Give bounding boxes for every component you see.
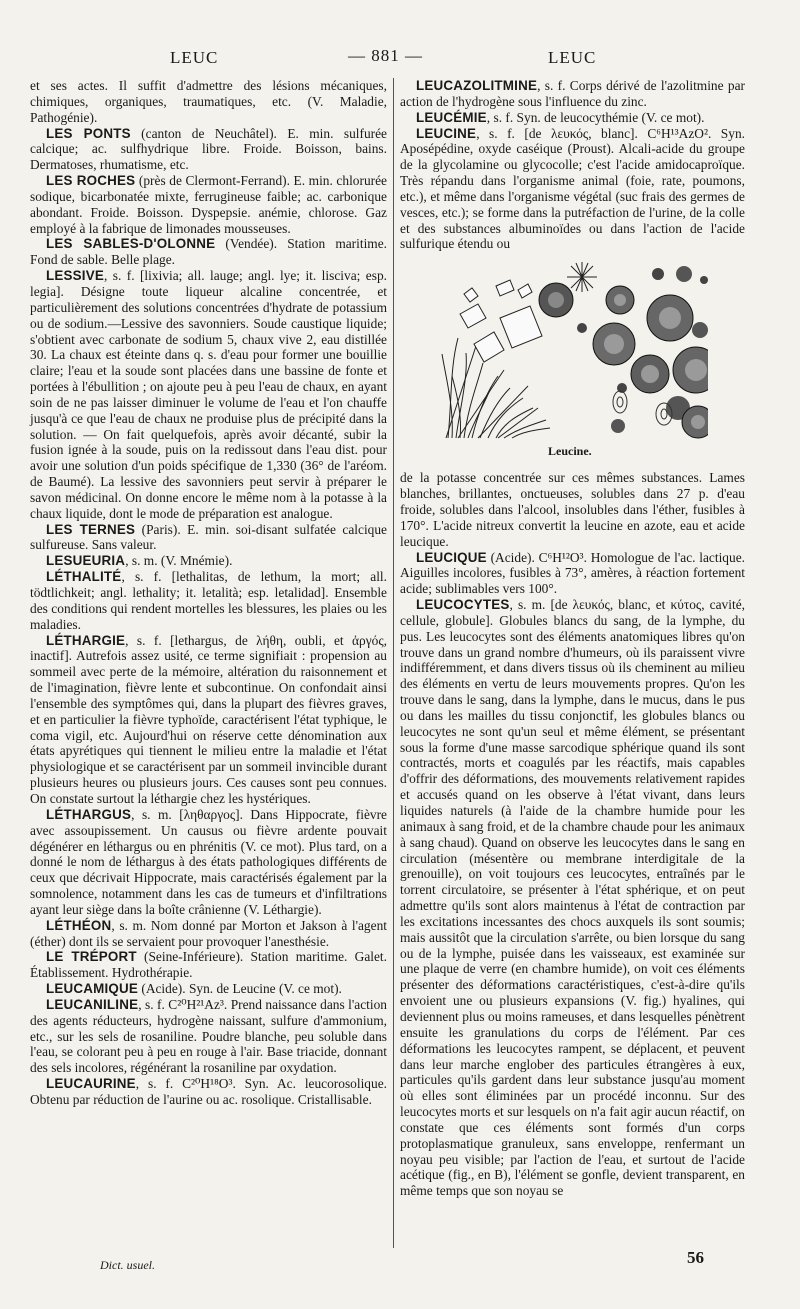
entry-headword: LESUEURIA: [46, 553, 126, 569]
entry-headword: LEUCAMIQUE: [46, 981, 139, 997]
dictionary-entry: [400, 78, 745, 110]
header-right: LEUC: [548, 48, 597, 67]
dictionary-entry: [30, 126, 387, 174]
entry-headword: LEUCÉMIE: [416, 109, 487, 125]
dictionary-entry: [30, 1076, 387, 1108]
footer-signature: Dict. usuel.: [100, 1258, 155, 1272]
dictionary-entry: [30, 949, 387, 981]
right-column: [400, 78, 745, 1199]
entry-headword: LEUCINE: [416, 125, 477, 141]
dictionary-entry: [30, 236, 387, 268]
dictionary-entry: [400, 110, 745, 126]
entry-headword: LES SABLES-D'OLONNE: [46, 236, 216, 252]
entry-definition: (Paris). E. min. soi-disant sulfatée calcique sulfureuse. Sans valeur.: [30, 521, 387, 553]
entry-definition: , s. f. [lethargus, de λήθη, oubli, et ἀργός, inactif]. Autrefois assez usité, ce terme signifiait : propension au sommeil avec perte de la mémoire, altération du raisonnement et de l'imagination, fièvre lente et subcontinue. On confondait ainsi l'ensemble des symptômes qui, dans la plupart des fièvres graves, et en particulier la fièvre typhoïde, caractérisent l'état typhique, le coma vigil, etc. Aujourd'hui on réserve cette dénomination aux états apyrétiques qui tiennent le milieu entre la maladie et l'état physiologique et se caractérisent par un sommeil invincible durant plusieurs heures ou plusieurs jours. Ces causes sont peu connues. On constate surtout la léthargie chez les hystériques.: [30, 632, 387, 806]
dictionary-entry: [30, 268, 387, 522]
footer-sheet-number: 56: [687, 1248, 704, 1267]
entry-definition: , s. f. C²⁰H¹⁸O³. Syn. Ac. leucorosolique. Obtenu par réduction de l'aurine ou ac. rosolique. Cristallisable.: [30, 1076, 387, 1107]
entry-headword: LEUCANILINE: [46, 996, 139, 1012]
entry-definition: (près de Clermont-Ferrand). E. min. chlorurée sodique, bicarbonatée mixte, ferrugineuse faible; ac. carbonique abondant. Froide. Boisson. Dyspepsie. anémie, chlorose. Gaz employé à la fabrique de limonades mousseuses.: [30, 173, 387, 236]
dictionary-entry: [30, 633, 387, 807]
page-number-header: — 881 —: [348, 46, 423, 65]
right-column-bottom: [400, 470, 745, 1199]
left-column: [30, 78, 387, 1108]
dictionary-entry: [30, 569, 387, 632]
star-crystal: [567, 262, 597, 292]
dictionary-entry: [30, 78, 387, 126]
entry-headword: LEUCIQUE: [416, 549, 487, 565]
entry-definition: (Vendée). Station maritime. Fond de sable. Belle plage.: [30, 236, 388, 268]
dictionary-entry: [30, 173, 387, 236]
entry-definition: , s. f. [lixivia; all. lauge; angl. lye; it. lisciva; esp. legia]. Désigne toute liqueur alcaline concentrée, et particulièrement des solutions concentrées d'hydrate de potassium ou de sodium.—Lessive des savonniers. Soude caustique liquide; s'obtient avec carbonate de sodium 5, chaux vive 2, eau distillée 30. La chaux est éteinte dans q. s. d'eau pour former une bouillie claire; l'eau et la soude sont placées dans une bassine de fonte et portées à l'ébullition ; on ajoute peu à peu l'eau de chaux, en ayant soin de ne pas laisser diminuer le volume de l'eau et l'on chauffe jusqu'à ce que l'eau de chaux ne produise plus de précipité dans la solution. — On fait quelquefois, après avoir décanté, subir la fusion ignée à la soude, puis on la redissout dans l'eau dist. pour avoir une solution d'un poids spécifique de 1,330 (36° de l'aréom. de Baumé). La lessive des savonniers peut servir à préparer le savon médicinal. On donne encore le même nom à la potasse à la chaux liquide, dont le mode de préparation est analogue.: [30, 268, 387, 521]
entry-headword: LÉTHÉON: [46, 917, 112, 933]
entry-definition: , s. m. Nom donné par Morton et Jakson à l'agent (éther) dont ils se servaient pour provoquer l'anesthésie.: [30, 917, 387, 949]
entry-definition: (Seine-Inférieure). Station maritime. Galet. Établissement. Hydrothérapie.: [30, 949, 388, 981]
running-head: [0, 40, 800, 70]
dictionary-entry: [30, 997, 387, 1076]
dictionary-entry: [400, 597, 745, 1199]
entry-headword: LES TERNES: [46, 521, 136, 537]
dictionary-entry: [400, 470, 745, 549]
right-column-top: [400, 78, 745, 252]
entry-headword: LÉTHARGIE: [46, 632, 126, 648]
column-divider: [393, 78, 394, 1248]
entry-definition: , s. f. [lethalitas, de lethum, la mort; all. tödtlichkeit; angl. lethality; it. letalità; esp. letalidad]. Ensemble des conditions qui rendent mortelles les blessures, les plaies ou les maladies.: [30, 569, 387, 632]
dictionary-entry: [30, 981, 387, 997]
entry-definition: , s. m. [de λευκός, blanc, et κύτος, cavité, cellule, globule]. Globules blancs du sang, de la lymphe, du pus. Les leucocytes sont des éléments anatomiques libres qu'on trouve dans un grand nombre d'humeurs, où ils paraissent vivre indifféremment, et dans divers tissus où ils cheminent au milieu des éléments en vertu de leurs mouvements propres. Qu'on les trouve dans le sang, dans la lymphe, dans le mucus, dans le pus ou dans les mailles du tissu conjonctif, les globules blancs ou leucocytes ne sont qu'un seul et même élément, se présentant sous la forme d'une masse sarcodique sphérique quand ils sont contractés, morts et coagulés par les réactifs, mais capables d'offrir des déformations, des mouvements relativement rapides et accusés quand on les observe à l'état vivant, dans leurs liquides naturels (à l'aide de la chambre humide pour les animaux à sang froid, et de la chambre chaude pour les animaux à sang chaud). Quand on observe les leucocytes dans le sang en circulation (mésentère ou membrane interdigitale de la grenouille), on voit toujours ces leucocytes, entraînés par le torrent circulatoire, se présenter à l'état sphérique, et on peut admettre qu'ils sont alors maintenus à l'état de contraction par les excitations incessantes des chocs auxquels ils sont soumis; mais aussitôt que la circulation s'arrête, ou bien lorsque du sang ou de la lymphe, puisée dans les vaisseaux, est examinée sur une plaque de verre (en chambre humide), on voit ces éléments présenter des déformations caractéristiques, c'est-à-dire qu'ils envoient une ou plusieurs expansions (V. fig.) hyalines, qui deviennent plus ou moins rameuses, et dans lesquelles pénètrent ensuite les granulations du corps de l'élément. Par ces déformations les leucocytes rampent, se déplacent, et peuvent dans leur marche englober des particules étrangères à eux, particules qu'ils gardent dans leur substance jusqu'au moment où elles sont éliminées par un procédé inconnu. Sur des leucocytes morts et sur lesquels on n'a fait agir aucun réactif, on constate que ces éléments sont formés d'un corps protoplasmatique granuleux, sans enveloppe, renfermant un noyau peu visible; par l'action de l'eau, et surtout de l'acide acétique (fig., en B), l'élément se gonfle, devient transparent, en même temps que son noyau se: [400, 597, 745, 1199]
dictionary-entry: [400, 126, 745, 253]
entry-definition: de la potasse concentrée sur ces mêmes substances. Lames blanches, brillantes, onctueuses, solubles dans 27 p. d'eau froide, solubles dans l'alcool, insolubles dans l'éther, fusibles à 170°. L'acide nitreux convertit la leucine en azote, eau et acide leucique.: [400, 470, 745, 549]
entry-headword: LESSIVE: [46, 268, 104, 284]
header-left: LEUC: [170, 48, 219, 67]
entry-definition: , s. f. Syn. de leucocythémie (V. ce mot).: [486, 109, 705, 125]
leucine-figure: [400, 258, 745, 466]
dictionary-entry: [30, 522, 387, 554]
entry-headword: LE TRÉPORT: [46, 949, 137, 965]
figure-caption: Leucine.: [548, 444, 592, 459]
entry-definition: , s. f. Corps dérivé de l'azolitmine par action de l'hydrogène sous l'influence du zinc.: [400, 78, 745, 109]
entry-definition: (Acide). C⁶H¹²O³. Homologue de l'ac. lactique. Aiguilles incolores, fusibles à 73°, amères, à réaction fortement acide; sublimables vers 100°.: [400, 549, 745, 597]
entry-definition: , s. m. (V. Mnémie).: [125, 553, 233, 569]
entry-headword: LEUCOCYTES: [416, 597, 510, 613]
dictionary-entry: [30, 807, 387, 918]
entry-definition: , s. f. C²⁰H²¹Az³. Prend naissance dans l'action des agents réducteurs, hydrogène naissant, sulfure d'ammonium, etc., sur les sels de rosaniline. Poudre blanche, peu soluble dans l'eau, se colorant peu à peu en rouge à l'air. Base triacide, donnant des sels incolores, régénérant la rosaniline par oxydation.: [30, 996, 387, 1076]
dictionary-entry: [400, 550, 745, 598]
entry-headword: LÉTHALITÉ: [46, 569, 122, 585]
ring-crystals: [613, 391, 672, 425]
entry-headword: LÉTHARGUS: [46, 806, 132, 822]
entry-definition: , s. f. [de λευκός, blanc]. C⁶H¹³AzO². Syn. Aposépédine, oxyde caséique (Proust). Alcali-acide du groupe de la glycolamine ou glycocolle; c'est l'acide amidocaproïque. Très répandu dans l'organisme animal (foie, rate, poumons, etc.), et même dans l'organisme végétal (suc frais des germes de vesces, etc.); se forme dans la putréfaction de l'urine, de la colle et des substances albuminoïdes ou dans l'action de l'acide sulfurique étendu ou: [400, 125, 745, 252]
entry-headword: LEUCAZOLITMINE: [416, 78, 538, 93]
dictionary-entry: [30, 918, 387, 950]
dictionary-entry: [30, 553, 387, 569]
plate-crystals: [460, 280, 542, 362]
entry-definition: , s. m. [ληθαργος]. Dans Hippocrate, fièvre avec assoupissement. Un causus ou fièvre ardente pouvait dégénérer en léthargus ou en phrénitis (V. ce mot). Plus tard, on a donné le nom de léthargus à des états pathologiques différents de ceux que décrivait Hippocrate, mais caractérisés également par la somnolence, notamment dans les cas de tumeurs et d'infiltrations ayant leur siège dans la boîte crânienne (V. Léthargie).: [30, 806, 387, 917]
entry-definition: (canton de Neuchâtel). E. min. sulfurée calcique; ac. sulfhydrique libre. Froide. Boisson, bains. Dermatoses, rhumatisme, etc.: [30, 125, 387, 173]
leucine-crystals-illustration: [438, 258, 708, 443]
entry-definition: (Acide). Syn. de Leucine (V. ce mot).: [138, 981, 342, 997]
entry-headword: LES PONTS: [46, 125, 131, 141]
entry-definition: et ses actes. Il suffit d'admettre des lésions mécaniques, chimiques, organiques, traumatiques, etc. (V. Maladie, Pathogénie).: [30, 78, 387, 125]
entry-headword: LES ROCHES: [46, 173, 136, 189]
entry-headword: LEUCAURINE: [46, 1076, 136, 1092]
